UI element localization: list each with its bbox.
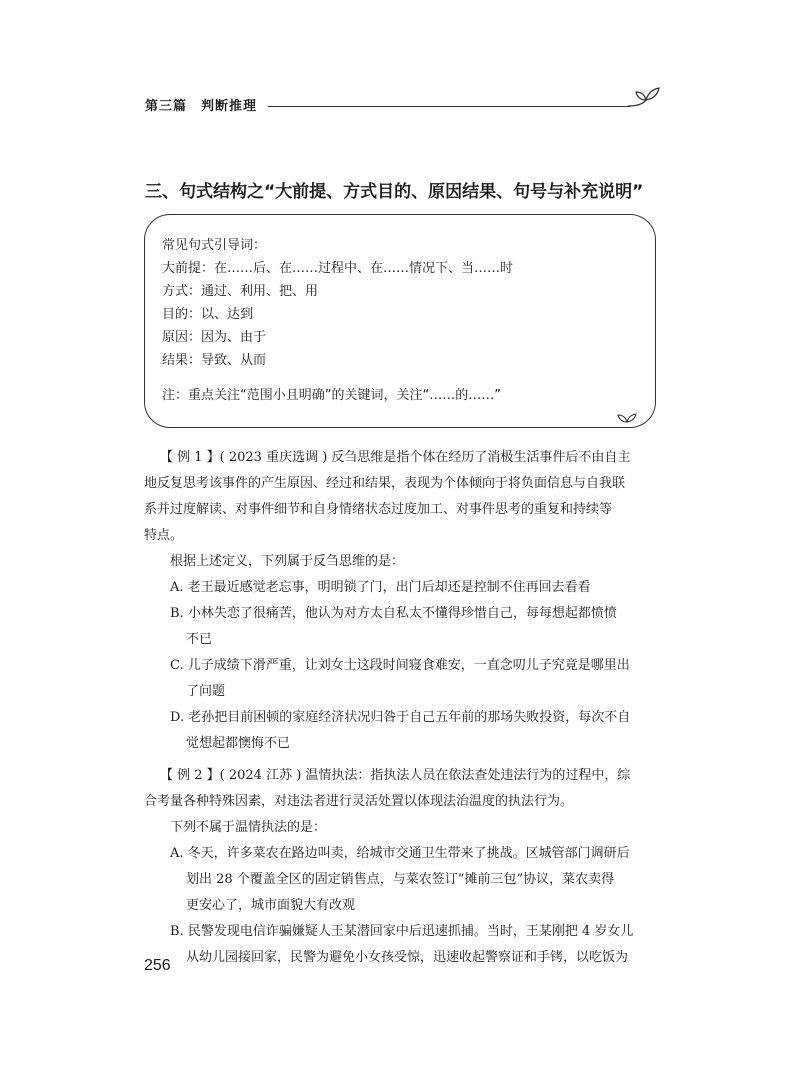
box-line: 常见句式引导词： xyxy=(162,238,267,253)
example2-question: 下列不属于温情执法的是： xyxy=(170,820,327,835)
option-d-cont: 觉想起都懊悔不已 xyxy=(186,736,291,751)
option-a-cont: 更安心了，城市面貌大有改观 xyxy=(186,898,356,913)
option-a-cont: 划出 28 个覆盖全区的固定销售点，与菜农签订“摊前三包”协议，菜农卖得 xyxy=(186,872,615,887)
example1-line: 系并过度解读、对事件细节和自身情绪状态过度加工、对事件思考的重复和持续等 xyxy=(144,502,613,517)
option-a: A. 老王最近感觉老忘事，明明锁了门，出门后却还是控制不住再回去看看 xyxy=(170,580,591,595)
option-c: C. 儿子成绩下滑严重，让刘女士这段时间寝食难安，一直念叨儿子究竟是哪里出 xyxy=(170,658,630,673)
page-number: 256 xyxy=(144,957,171,974)
box-note: 注：重点关注“范围小且明确”的关键词，关注“……的……” xyxy=(162,388,501,403)
box-line: 目的：以、达到 xyxy=(162,307,254,322)
box-line: 大前提：在……后、在……过程中、在……情况下、当……时 xyxy=(162,261,514,276)
example1-line: 特点。 xyxy=(144,528,184,543)
sprout-icon xyxy=(628,82,664,110)
option-b-cont: 不已 xyxy=(186,632,213,647)
option-b: B. 民警发现电信诈骗嫌疑人王某潜回家中后迅速抓捕。当时，王某刚把 4 岁女儿 xyxy=(170,924,634,939)
option-a: A. 冬天，许多菜农在路边叫卖，给城市交通卫生带来了挑战。区城管部门调研后 xyxy=(170,846,630,861)
leaf-icon xyxy=(616,410,638,426)
option-b: B. 小林失恋了很痛苦，他认为对方太自私太不懂得珍惜自己，每每想起都愤愤 xyxy=(170,606,617,621)
box-line: 原因：因为、由于 xyxy=(162,330,267,345)
example1-line: 地反复思考该事件的产生原因、经过和结果，表现为个体倾向于将负面信息与自我联 xyxy=(144,476,626,491)
option-b-cont: 从幼儿园接回家，民警为避免小女孩受惊，迅速收起警察证和手铐，以吃饭为 xyxy=(186,950,629,965)
example2-line: 【 例 2 】( 2024 江苏 ) 温情执法：指执法人员在依法查处违法行为的过程中，综 xyxy=(160,768,631,783)
chapter-header: 第三篇 判断推理 xyxy=(145,99,258,114)
option-d: D. 老孙把目前困顿的家庭经济状况归咎于自己五年前的那场失败投资，每次不自 xyxy=(170,710,631,725)
example1-line: 【 例 1 】( 2023 重庆选调 ) 反刍思维是指个体在经历了消极生活事件后不由自主 xyxy=(160,450,631,465)
box-line: 结果：导致、从而 xyxy=(162,353,267,368)
section-title: 三、句式结构之“大前提、方式目的、原因结果、句号与补充说明” xyxy=(145,182,644,202)
example2-line: 合考量各种特殊因素，对违法者进行灵活处置以体现法治温度的执法行为。 xyxy=(144,794,574,809)
header-rule xyxy=(268,106,630,107)
example1-question: 根据上述定义，下列属于反刍思维的是： xyxy=(170,554,405,569)
box-line: 方式：通过、利用、把、用 xyxy=(162,284,319,299)
option-c-cont: 了问题 xyxy=(186,684,226,699)
